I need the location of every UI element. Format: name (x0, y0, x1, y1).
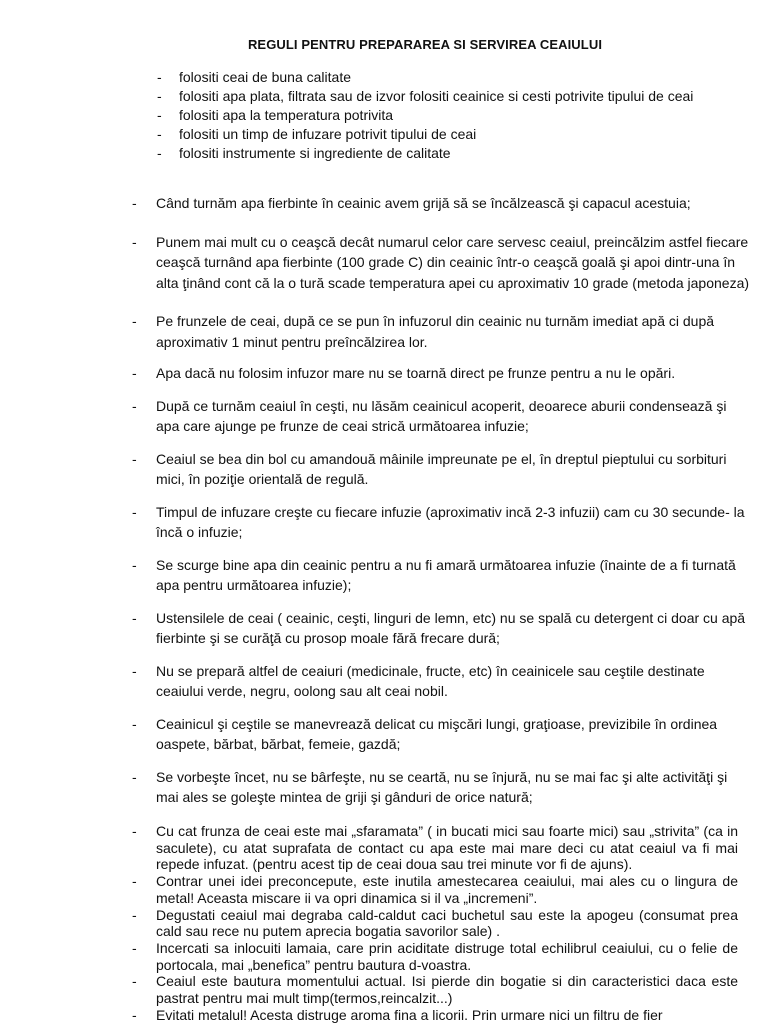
rule-item (132, 232, 752, 294)
intro-item (157, 125, 757, 144)
rule-text: Nu se prepară altfel de ceaiuri (medicinale, fructe, etc) în ceainicele sau ceştile destinate ceaiului verde, negru, oolong sau alt ceai nobil. (156, 662, 705, 699)
rule-text: Se scurge bine apa din ceainic pentru a nu fi amară următoarea infuzie (înainte de a fi turnată apa pentru următoarea infuzie); (156, 556, 736, 593)
rule-text: Punem mai mult cu o ceaşcă decât numarul celor care servesc ceaiul, preincălzim astfel fiecare ceaşcă turnând apa fierbinte (100 grade C) din ceainic într-o ceaşcă goală şi apoi dintr-una în alta ţinând cont că la o tură scade temperatura apei cu aproximativ 10 grade (metoda japoneza) (156, 233, 750, 291)
rule-text: Ceaiul se bea din bol cu amandouă mâinile impreunate pe el, în dreptul pieptului cu sorbituri mici, în poziţie orientală de regulă. (156, 450, 727, 487)
page-title: REGULI PENTRU PREPARAREA SI SERVIREA CEAIULUI (247, 37, 603, 52)
intro-item-text: folositi apa la temperatura potrivita (179, 107, 393, 123)
list-dash: - (132, 365, 137, 381)
tip-item (132, 873, 738, 906)
list-dash: - (157, 126, 162, 142)
tip-text: Evitati metalul! Acesta distruge aroma fina a licorii. Prin urmare nici un filtru de fier (156, 1006, 663, 1023)
list-dash: - (132, 662, 137, 679)
rule-item (132, 193, 752, 214)
rule-text: Se vorbeşte încet, nu se bârfeşte, nu se ceartă, nu se înjură, nu se mai fac şi alte activităţi şi mai ales se goleşte mintea de griji şi gânduri de orice natură; (156, 768, 728, 805)
intro-item-text: folositi un timp de infuzare potrivit tipului de ceai (179, 126, 477, 142)
rule-text: Pe frunzele de ceai, după ce se pun în infuzorul din ceainic nu turnăm imediat apă ci după aproximativ 1 minut pentru preîncălzirea lor. (156, 313, 715, 350)
list-dash: - (157, 107, 162, 123)
list-dash: - (132, 609, 137, 626)
list-dash: - (132, 906, 137, 923)
intro-item (157, 106, 757, 125)
rule-text: Timpul de infuzare creşte cu fiecare infuzie (aproximativ incă 2-3 infuzii) cam cu 30 secunde- la încă o infuzie; (156, 503, 745, 540)
rule-item (132, 502, 752, 543)
tip-text: Incercati sa inlocuiti lamaia, care prin aciditate distruge total echilibrul ceaiului, cu o felie de portocala, mai „benefica” pentru bautura d-voastra. (156, 939, 738, 973)
tip-text: Degustati ceaiul mai degraba cald-caldut caci buchetul sau este la apogeu (consumat prea cald sau rece nu putem aprecia bogatia savorilor sale) . (156, 906, 738, 940)
intro-list (157, 68, 757, 163)
rule-text: Ceainicul şi ceştile se manevrează delicat cu mişcări lungi, graţioase, previzibile în ordinea oaspete, bărbat, bărbat, femeie, gazdă; (156, 715, 718, 752)
list-dash: - (132, 233, 137, 250)
list-dash: - (132, 823, 137, 839)
list-dash: - (157, 145, 162, 161)
tip-item (132, 1007, 738, 1024)
rule-item (132, 311, 752, 352)
rule-item (132, 714, 752, 755)
intro-item-text: folositi apa plata, filtrata sau de izvor folositi ceainice si cesti potrivite tipului de ceai (179, 88, 694, 104)
tip-text: Ceaiul este bautura momentului actual. Isi pierde din bogatie si din caracteristici daca este pastrat pentru mai mult timp(termos,reincalzit...) (156, 973, 738, 1007)
rules-list (132, 193, 752, 808)
intro-item (157, 87, 757, 106)
rule-item (132, 608, 752, 649)
tip-item (132, 823, 738, 873)
tip-text: Contrar unei idei preconcepute, este inutila amestecarea ceaiului, mai ales cu o lingura de metal! Aceasta miscare ii va opri dinamica si il va „incremeni”. (156, 873, 738, 906)
tip-item (132, 907, 738, 940)
rule-item (132, 449, 752, 490)
rule-item (132, 363, 752, 384)
rule-text: Ustensilele de ceai ( ceainic, ceşti, linguri de lemn, etc) nu se spală cu detergent ci doar cu apă fierbinte şi se curăţă cu prosop moale fără frecare dură; (156, 609, 746, 646)
rule-text: Apa dacă nu folosim infuzor mare nu se toarnă direct pe frunze pentru a nu le opări. (156, 365, 676, 381)
tip-text: Cu cat frunza de ceai este mai „sfaramata” ( in bucati mici sau foarte mici) sau „strivita” (ca in saculete), cu atat suprafata de contact cu apa este mai mare deci cu atat ceaiul va fi mai repede infuzat. (pentru acest tip de ceai doua sau trei minute vor fi de ajuns). (156, 823, 738, 873)
intro-item (157, 144, 757, 163)
list-dash: - (157, 88, 162, 104)
list-dash: - (132, 973, 137, 990)
list-dash: - (132, 873, 137, 890)
rule-item (132, 767, 752, 808)
rule-item (132, 661, 752, 702)
list-dash: - (132, 397, 137, 414)
list-dash: - (132, 1006, 137, 1023)
list-dash: - (132, 195, 137, 211)
list-dash: - (132, 556, 137, 573)
list-dash: - (132, 768, 137, 785)
list-dash: - (132, 715, 137, 732)
intro-item-text: folositi instrumente si ingrediente de calitate (179, 145, 451, 161)
rule-item (132, 396, 752, 437)
intro-item (157, 68, 757, 87)
rule-text: Când turnăm apa fierbinte în ceainic avem grijă să se încălzească şi capacul acestuia; (156, 195, 691, 211)
intro-item-text: folositi ceai de buna calitate (179, 69, 351, 85)
rule-item (132, 555, 752, 596)
list-dash: - (132, 939, 137, 956)
rule-text: După ce turnăm ceaiul în ceşti, nu lăsăm ceainicul acoperit, deoarece aburii condensează şi apa care ajunge pe frunze de ceai strică următoarea infuzie; (156, 397, 727, 434)
list-dash: - (132, 313, 137, 329)
tip-item (132, 973, 738, 1006)
tips-list (132, 823, 738, 1023)
list-dash: - (157, 69, 162, 85)
tip-item (132, 940, 738, 973)
list-dash: - (132, 503, 137, 520)
list-dash: - (132, 450, 137, 467)
